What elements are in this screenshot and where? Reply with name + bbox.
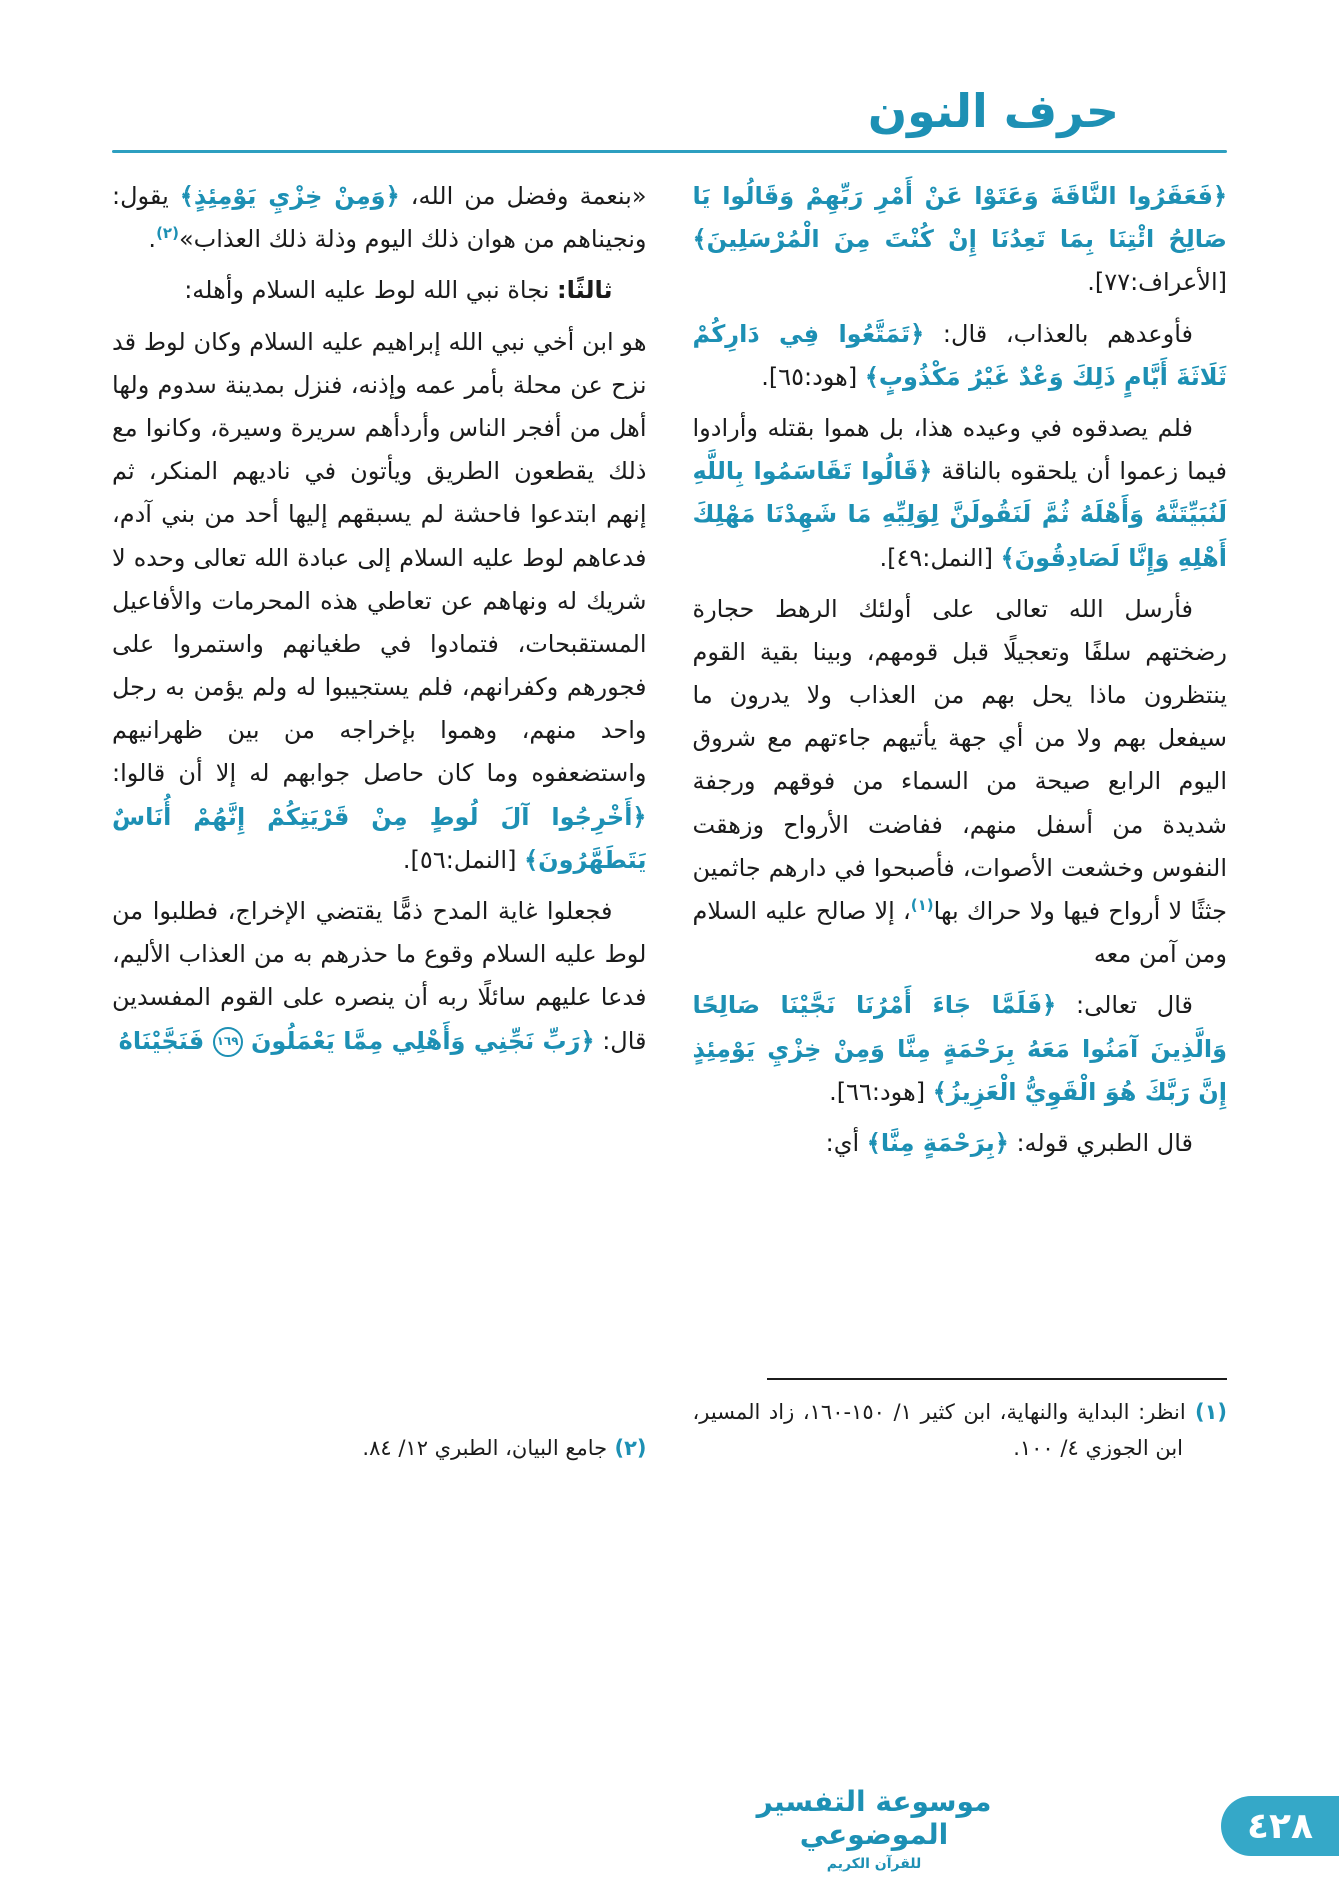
right-column xyxy=(693,175,1228,1471)
verse-reference: [النمل:٤٩]. xyxy=(879,543,1001,572)
text-segment: ، إلا صالح عليه السلام ومن آمن معه xyxy=(692,897,1227,969)
footnote xyxy=(112,1430,647,1467)
footnote-number: (١) xyxy=(1185,1399,1227,1424)
right-footnotes xyxy=(693,1368,1228,1472)
right-column-text xyxy=(693,175,1228,1368)
publisher-logo-subtitle: للقرآن الكريم xyxy=(826,1856,922,1872)
page-content xyxy=(0,153,1339,1471)
text-segment: أي: xyxy=(825,1128,867,1157)
verse-reference: [الأعراف:٧٧]. xyxy=(1087,268,1227,297)
text-segment: فجعلوا غاية المدح ذمًّا يقتضي الإخراج، فطلبوا من لوط عليه السلام وقوع ما حذرهم به من العذاب الأليم، فدعا عليهم سائلًا ربه أن ينصره على القوم المفسدين قال: xyxy=(112,897,647,1055)
footnotes-list xyxy=(112,1430,647,1467)
paragraph xyxy=(112,890,647,1063)
paragraph xyxy=(693,588,1228,977)
text-segment: فلم يصدقوه في وعيده هذا، بل هموا بقتله وأرادوا فيما زعموا أن يلحقوه بالناقة xyxy=(692,413,1227,486)
text-segment: «بنعمة وفضل من الله، xyxy=(399,182,647,210)
footnote xyxy=(693,1394,1228,1468)
text-segment: يقول: ونجيناهم من هوان ذلك اليوم وذلة ذلك العذاب» xyxy=(112,182,647,254)
paragraph xyxy=(112,175,647,261)
verse-reference: [هود:٦٦]. xyxy=(829,1077,933,1106)
text-segment: هو ابن أخي نبي الله إبراهيم عليه السلام وكان لوط قد نزح عن محلة بأمر عمه وإذنه، فنزل بمدينة سدوم ولها أهل من أفجر الناس وأردأهم سريرة وسيرة، وكانوا مع ذلك يقطعون الطريق ويأتون في ناديهم المنكر، ثم إنهم ابتدعوا فاحشة لم يسبقهم إليها أحد من بني آدم، فدعاهم لوط عليه السلام إلى عبادة الله تعالى وحده لا شريك له ونهاهم عن تعاطي هذه المحرمات والأفاعيل المستقبحات، فتمادوا في طغيانهم واستمروا على فجورهم وكفرانهم، فلم يستجيبوا له ولم يؤمن به رجل واحد منهم، وهموا بإخراجه من بين ظهرانيهم واستضعفوه وما كان حاصل جوابهم له إلا أن قالوا: xyxy=(112,327,647,788)
text-segment: . xyxy=(148,225,157,254)
publisher-logo-title: موسوعة التفسير الموضوعي xyxy=(756,1784,992,1852)
page-header xyxy=(0,0,1339,153)
footnote-number: (٢) xyxy=(607,1436,647,1461)
quran-verse: ﴿تَمَتَّعُوا فِي دَارِكُمْ ثَلَاثَةَ أَيَّامٍ ذَلِكَ وَعْدٌ غَيْرُ مَكْذُوبٍ﴾ xyxy=(692,319,1227,391)
page-number: ٤٢٨ xyxy=(1247,1805,1313,1847)
footnote-text: انظر: البداية والنهاية، ابن كثير ١/ ١٥٠-١٦٠، زاد المسير، ابن الجوزي ٤/ ١٠٠. xyxy=(692,1399,1186,1461)
verse-reference: [النمل:٥٦]. xyxy=(402,845,525,874)
left-column-text xyxy=(112,175,647,1420)
text-segment: فأوعدهم بالعذاب، قال: xyxy=(924,319,1193,348)
footnote-marker: (٢) xyxy=(156,224,179,243)
left-column xyxy=(112,175,647,1471)
quran-verse: فَنَجَّيْنَاهُ xyxy=(118,1026,213,1055)
footnotes-list xyxy=(693,1394,1228,1468)
chapter-title: حرف النون xyxy=(867,84,1119,138)
quran-verse: ﴿قَالُوا تَقَاسَمُوا بِاللَّهِ لَنُبَيِّتَنَّهُ وَأَهْلَهُ ثُمَّ لَنَقُولَنَّ لِوَلِيِّهِ مَا شَهِدْنَا مَهْلِكَ أَهْلِهِ وَإِنَّا لَصَادِقُونَ﴾ xyxy=(692,457,1227,572)
quran-verse: ﴿بِرَحْمَةٍ مِنَّا﴾ xyxy=(866,1128,1009,1157)
footnote-separator xyxy=(767,1378,1227,1380)
page-number-badge xyxy=(1221,1796,1339,1856)
ayah-number-ornament: ١٦٩ xyxy=(213,1027,243,1057)
quran-verse: ﴿وَمِنْ خِزْيِ يَوْمِئِذٍ﴾ xyxy=(179,182,400,210)
text-segment: فأرسل الله تعالى على أولئك الرهط حجارة رضختهم سلفًا وتعجيلًا قبل قومهم، وبينا بقية القوم ينتظرون ماذا يحل بهم من العذاب ولا يدرون ما سيفعل بهم ولا من أي جهة يأتيهم جاءتهم مع شروق اليوم الرابع صيحة من السماء من فوقهم ورجفة شديدة من أسفل منهم، ففاضت الأرواح وزهقت النفوس وخشعت الأصوات، فأصبحوا في دارهم جاثمين جثثًا لا أرواح فيها ولا حراك بها xyxy=(692,594,1227,925)
text-segment: قال تعالى: xyxy=(1056,991,1193,1020)
quran-verse: ﴿فَلَمَّا جَاءَ أَمْرُنَا نَجَّيْنَا صَالِحًا وَالَّذِينَ آمَنُوا مَعَهُ بِرَحْمَةٍ مِنَّا وَمِنْ خِزْيِ يَوْمِئِذٍ إِنَّ رَبَّكَ هُوَ الْقَوِيُّ الْعَزِيزُ﴾ xyxy=(692,991,1227,1106)
bold-lead: ثالثًا: xyxy=(557,276,613,305)
quran-verse: ﴿فَعَقَرُوا النَّاقَةَ وَعَتَوْا عَنْ أَمْرِ رَبِّهِمْ وَقَالُوا يَا صَالِحُ ائْتِنَا بِمَا تَعِدُنَا إِنْ كُنْتَ مِنَ الْمُرْسَلِينَ﴾ xyxy=(692,182,1227,254)
paragraph xyxy=(693,407,1228,580)
verse-reference: [هود:٦٥]. xyxy=(761,362,865,391)
text-segment: قال الطبري قوله: xyxy=(1008,1128,1193,1157)
left-footnotes xyxy=(112,1420,647,1471)
footnote-marker: (١) xyxy=(910,896,934,914)
quran-verse: ﴿أَخْرِجُوا آلَ لُوطٍ مِنْ قَرْيَتِكُمْ إِنَّهُمْ أُنَاسٌ يَتَطَهَّرُونَ﴾ xyxy=(112,802,647,874)
footnote-text: جامع البيان، الطبري ١٢/ ٨٤. xyxy=(362,1436,608,1461)
text-segment: نجاة نبي الله لوط عليه السلام وأهله: xyxy=(184,276,558,305)
paragraph xyxy=(693,175,1228,305)
paragraph xyxy=(112,321,647,882)
publisher-logo xyxy=(744,1785,1004,1872)
paragraph xyxy=(693,1122,1228,1165)
paragraph xyxy=(693,984,1228,1114)
paragraph xyxy=(112,269,647,312)
paragraph xyxy=(693,313,1228,399)
quran-verse: ﴿رَبِّ نَجِّنِي وَأَهْلِي مِمَّا يَعْمَلُونَ xyxy=(242,1026,595,1055)
